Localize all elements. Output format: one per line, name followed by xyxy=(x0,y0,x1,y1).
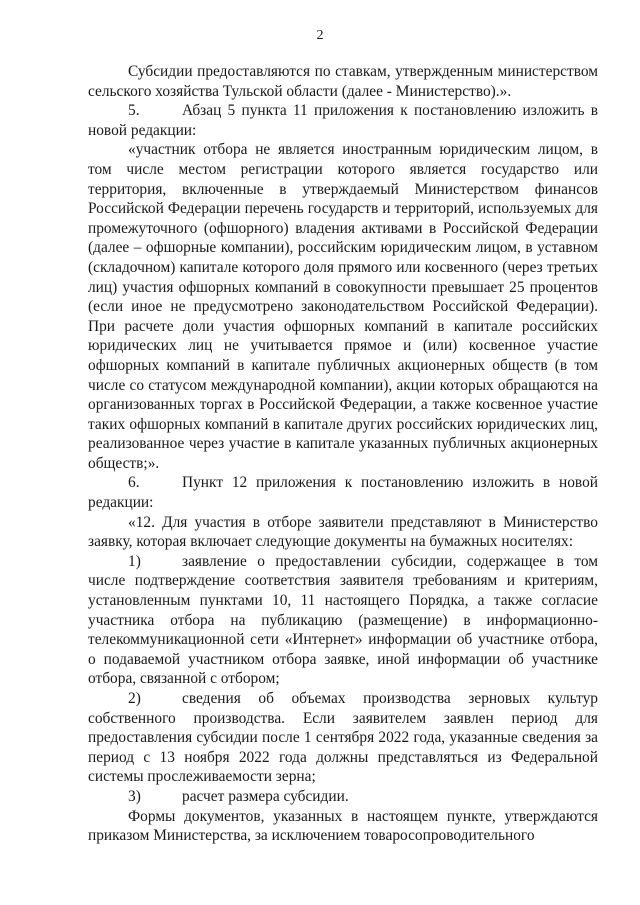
item-number: 1) xyxy=(128,552,141,570)
document-body xyxy=(88,62,598,846)
item-number: 5. xyxy=(128,102,140,120)
item-text: сведения об объемах производства зерновых культур собственного производства. Если заявителем заявлен период для предоставления субсидии после 1 сентября 2022 года, указанные сведения за период с 13 ноября 2022 года должны представляться из Федеральной системы прослеживаемости зерна; xyxy=(88,690,598,786)
item-number: 2) xyxy=(128,690,141,707)
paragraph-forms: Формы документов, указанных в настоящем пункте, утверждаются приказом Министерства, за исключением товаросопроводительного xyxy=(88,807,598,845)
item-text: расчет размера субсидии. xyxy=(182,787,349,805)
paragraph-item-5 xyxy=(88,101,598,140)
paragraph-subitem-3 xyxy=(88,787,598,807)
item-number: 3) xyxy=(128,787,141,805)
paragraph-subsidies-rates: Субсидии предоставляются по ставкам, утвержденным министерством сельского хозяйства Тульской области (далее - Министерство).». xyxy=(88,63,598,100)
paragraph-offshore-clause: «участник отбора не является иностранным юридическим лицом, в том числе местом регистрации которого является государство или территория, включенные в утверждаемый Министерством финансов Российской Федерации перечень государств и территорий, используемых для промежуточного (офшорного) владения активами в Российской Федерации (далее – офшорные компании), российским юридическим лицом, в уставном (складочном) капитале которого доля прямого или косвенного (через третьих лиц) участия офшорных компаний в совокупности превышает 25 процентов (если иное не предусмотрено законодательством Российской Федерации). При расчете доли участия офшорных компаний в капитале российских юридических лиц не учитывается прямое и (или) косвенное участие офшорных компаний в капитале публичных акционерных обществ (в том числе со статусом международной компании), акции которых обращаются на организованных торгах в Российской Федерации, а также косвенное участие таких офшорных компаний в капитале других российских юридических лиц, реализованное через участие в капитале указанных публичных акционерных обществ;». xyxy=(88,141,598,472)
item-text: Пункт 12 приложения к постановлению изложить в новой редакции: xyxy=(88,474,598,512)
paragraph-item-6 xyxy=(88,473,598,512)
item-number: 6. xyxy=(128,474,140,492)
paragraph-subitem-1 xyxy=(88,552,598,689)
item-text: Абзац 5 пункта 11 приложения к постановлению изложить в новой редакции: xyxy=(88,102,598,139)
page-number: 2 xyxy=(316,28,324,43)
item-text: заявление о предоставлении субсидии, содержащее в том числе подтверждение соответствия заявителя требованиям и критериям, установленным пунктами 10, 11 настоящего Порядка, а также согласие участника отбора на публикацию (размещение) в информационно-телекоммуникационной сети «Интернет» информации об участнике отбора, о подаваемой участником отбора заявке, иной информации об участнике отбора, связанной с отбором; xyxy=(88,552,598,688)
paragraph-subitem-2 xyxy=(88,689,598,787)
paragraph-clause-12: «12. Для участия в отборе заявители представляют в Министерство заявку, которая включает следующие документы на бумажных носителях: xyxy=(88,513,598,551)
